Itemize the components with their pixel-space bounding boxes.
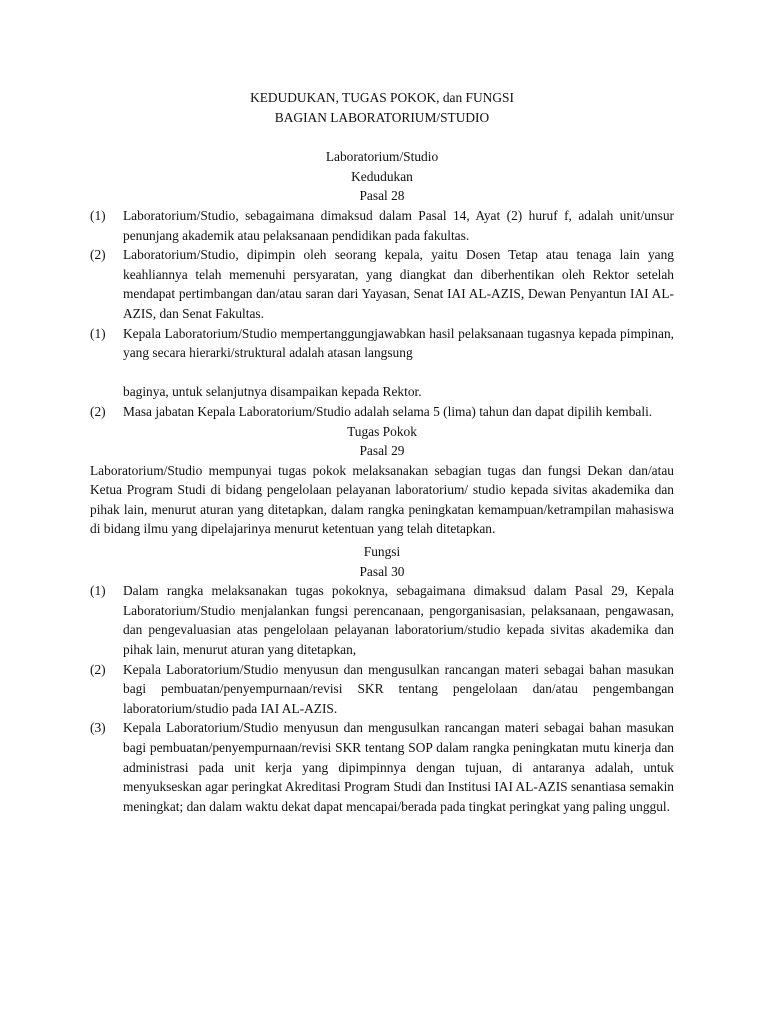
item-number: (2) <box>90 403 106 419</box>
list-item <box>90 206 674 245</box>
item-number: (1) <box>90 325 106 341</box>
list-item <box>90 660 674 719</box>
section-kedudukan-header <box>90 147 674 206</box>
section-heading-fungsi: Fungsi <box>363 544 401 560</box>
item-text: Masa jabatan Kepala Laboratorium/Studio adalah selama 5 (lima) tahun dan dapat dipilih kembali. <box>123 403 653 419</box>
pasal-28: Pasal 28 <box>359 188 405 204</box>
document-title <box>90 88 674 127</box>
list-item <box>90 581 674 659</box>
item-text: Kepala Laboratorium/Studio menyusun dan mengusulkan rancangan materi sebagai bahan masukan bagi pembuatan/penyempurnaan/revisi SKR tentang pengelolaan dan/atau pengembangan laboratorium/studio pada IAI AL-AZIS. <box>123 661 674 716</box>
section-heading-laboratorium: Laboratorium/Studio <box>325 149 439 165</box>
item-text: Laboratorium/Studio, sebagaimana dimaksud dalam Pasal 14, Ayat (2) huruf f, adalah unit/unsur penunjang akademik atau pelaksanaan pendidikan pada fakultas. <box>123 207 674 243</box>
item-text: Kepala Laboratorium/Studio mempertanggungjawabkan hasil pelaksanaan tugasnya kepada pimpinan, yang secara hierarki/struktural adalah atasan langsung <box>123 325 674 361</box>
pasal-29: Pasal 29 <box>359 443 405 459</box>
item-text: Kepala Laboratorium/Studio menyusun dan mengusulkan rancangan materi sebagai bahan masukan bagi pembuatan/penyempurnaan/revisi SKR tentang SOP dalam rangka peningkatan mutu kinerja dan administrasi pada unit kerja yang dipimpinnya dengan tujuan, di antaranya adalah, untuk menyukseskan agar peringkat Akreditasi Program Studi dan Institusi IAI AL-AZIS senantiasa semakin meningkat; dan dalam waktu dekat dapat mencapai/berada pada tingkat peringkat yang paling unggul. <box>123 720 674 814</box>
fungsi-list <box>90 581 674 816</box>
tugas-paragraph: Laboratorium/Studio mempunyai tugas pokok melaksanakan sebagian tugas dan fungsi Dekan dan/atau Ketua Program Studi di bidang pengelolaan pelayanan laboratorium/ studio kepada sivitas akademika dan pihak lain, menurut aturan yang ditetapkan, dalam rangka peningkatan kemampuan/ketrampilan mahasiswa di bidang ilmu yang dipelajarinya menurut ketentuan yang telah ditetapkan. <box>90 462 674 537</box>
kedudukan-list-b <box>90 324 674 363</box>
document-body <box>90 88 674 816</box>
list-item <box>90 245 674 323</box>
section-heading-kedudukan: Kedudukan <box>351 168 413 184</box>
title-line-2: BAGIAN LABORATORIUM/STUDIO <box>274 109 490 125</box>
list-item <box>90 402 674 422</box>
list-item <box>90 324 674 363</box>
item-number: (2) <box>90 247 106 263</box>
item-number: (2) <box>90 661 106 677</box>
section-heading-tugas-pokok: Tugas Pokok <box>347 423 417 439</box>
item-number: (1) <box>90 583 106 599</box>
continuation-text: baginya, untuk selanjutnya disampaikan kepada Rektor. <box>123 384 422 400</box>
item-number: (3) <box>90 720 106 736</box>
item-text: Dalam rangka melaksanakan tugas pokoknya, sebagaimana dimaksud dalam Pasal 29, Kepala Laboratorium/Studio menjalankan fungsi perencanaan, pengorganisasian, pelaksanaan, pengawasan, dan pengevaluasian atas pengelolaan pelayanan laboratorium/studio kepada sivitas akademika dan pihak lain, menurut aturan yang ditetapkan, <box>123 583 674 658</box>
kedudukan-list-c <box>90 402 674 422</box>
section-fungsi-header <box>90 542 674 581</box>
section-tugas-header <box>90 422 674 461</box>
item-text: Laboratorium/Studio, dipimpin oleh seorang kepala, yaitu Dosen Tetap atau tenaga lain yang keahliannya telah memenuhi persyaratan, yang diangkat dan diberhentikan oleh Rektor setelah mendapat pertimbangan dan/atau saran dari Yayasan, Senat IAI AL-AZIS, Dewan Penyantun IAI AL-AZIS, dan Senat Fakultas. <box>123 247 674 321</box>
item-number: (1) <box>90 207 106 223</box>
list-item <box>90 718 674 816</box>
kedudukan-list-a <box>90 206 674 324</box>
pasal-30: Pasal 30 <box>359 563 405 579</box>
title-line-1: KEDUDUKAN, TUGAS POKOK, dan FUNGSI <box>250 90 514 105</box>
